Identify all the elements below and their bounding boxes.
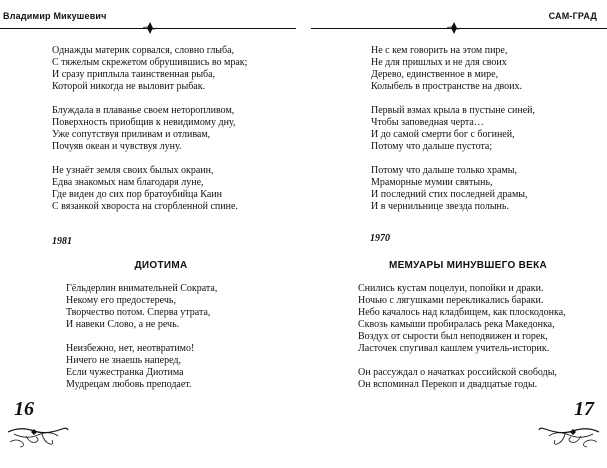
poem-line: Творчество потом. Сперва утрата, (66, 307, 211, 318)
calligraphic-flourish-icon (6, 420, 70, 452)
poem-line: Небо качалось над кладбищем, как плоскодонка, (358, 307, 566, 318)
poem-line: С тяжелым скрежетом обрушившись во мрак; (52, 57, 248, 68)
poem-line: И до самой смерти бог с богиней, (371, 129, 515, 140)
poem-line: Чтобы заповедная черта… (371, 117, 484, 128)
poem-line: Некому его предостеречь, (66, 295, 176, 306)
poem-line: Которой никогда не выловит рыбак. (52, 81, 206, 92)
poem-line: Почуяв океан и чувствуя луну. (52, 141, 182, 152)
poem-line: Ничего не знаешь наперед, (66, 355, 181, 366)
left-poem-1 (52, 45, 247, 213)
poem-line: Уже сопутствуя приливам и отливам, (52, 129, 211, 140)
poem-line: Потому что дальше пустота; (371, 141, 493, 152)
poem-line: Ночью с лягушками перекликались бараки. (358, 295, 544, 306)
poem-line: Однажды материк сорвался, словно глыба, (52, 45, 235, 56)
poem-line: И последний стих последней драмы, (371, 189, 528, 200)
poem-line: Не для пришлых и не для своих (371, 57, 507, 68)
poem-line: Блуждала в плаванье своем неторопливом, (52, 105, 235, 116)
poem-line: Потому что дальше только храмы, (371, 165, 518, 176)
poem-line: И в чернильнице звезда полынь. (371, 201, 509, 212)
poem-line: Мраморные мумии святынь, (371, 177, 493, 188)
poem-line: Первый взмах крыла в пустыне синей, (371, 105, 536, 116)
poem-title: МЕМУАРЫ МИНУВШЕГО ВЕКА (388, 260, 548, 271)
poem-line: Где виден до сих пор братоубийца Каин (52, 189, 222, 200)
poem-line: Едва знакомых нам благодаря луне, (52, 177, 204, 188)
poem-line: Гёльдерлин внимательней Сократа, (66, 283, 218, 294)
poem-line: Колыбель в пространстве на двоих. (371, 81, 523, 92)
poem-line: Не с кем говорить на этом пире, (371, 45, 508, 56)
diamond-flourish-icon (143, 22, 157, 34)
poem-line: Ласточек спугивал кашлем учитель-историк. (358, 343, 550, 354)
right-poem-1 (371, 45, 535, 213)
poem-line: С вязанкой хвороста на сгорбленной спине. (52, 201, 238, 212)
poem-date: 1970 (370, 233, 390, 244)
poem-line: И навеки Слово, а не речь. (66, 319, 180, 330)
running-header-title: САМ-ГРАД (548, 11, 597, 21)
running-header-author: Владимир Микушевич (3, 11, 107, 21)
poem-line: Неизбежно, нет, неотвратимо! (66, 343, 195, 354)
poem-line: Он вспоминал Перекоп и двадцатые годы. (358, 379, 538, 390)
calligraphic-flourish-icon (537, 420, 601, 452)
poem-line: Воздух от сырости был неподвижен и горек, (358, 331, 548, 342)
poem-line: Снились кустам поцелуи, попойки и драки. (358, 283, 544, 294)
poem-line: Не узнаёт земля своих былых окраин, (52, 165, 214, 176)
poem-line: И сразу приплыла таинственная рыба, (52, 69, 216, 80)
poem-line: Если чужестранка Диотима (66, 367, 184, 378)
poem-line: Он рассуждал о начатках российской свободы, (358, 367, 557, 378)
right-poem-2 (358, 283, 566, 391)
page-number: 16 (14, 398, 34, 420)
poem-line: Поверхность приобщив к невидимому дну, (52, 117, 236, 128)
left-poem-2 (66, 283, 217, 391)
poem-line: Дерево, единственное в мире, (371, 69, 499, 80)
page-number: 17 (574, 398, 594, 420)
poem-title: ДИОТИМА (134, 260, 188, 271)
poem-date: 1981 (52, 236, 72, 247)
poem-line: Сквозь камыши пробиралась река Македонка, (358, 319, 555, 330)
poem-line: Мудрецам любовь преподает. (66, 379, 192, 390)
diamond-flourish-icon (447, 22, 461, 34)
